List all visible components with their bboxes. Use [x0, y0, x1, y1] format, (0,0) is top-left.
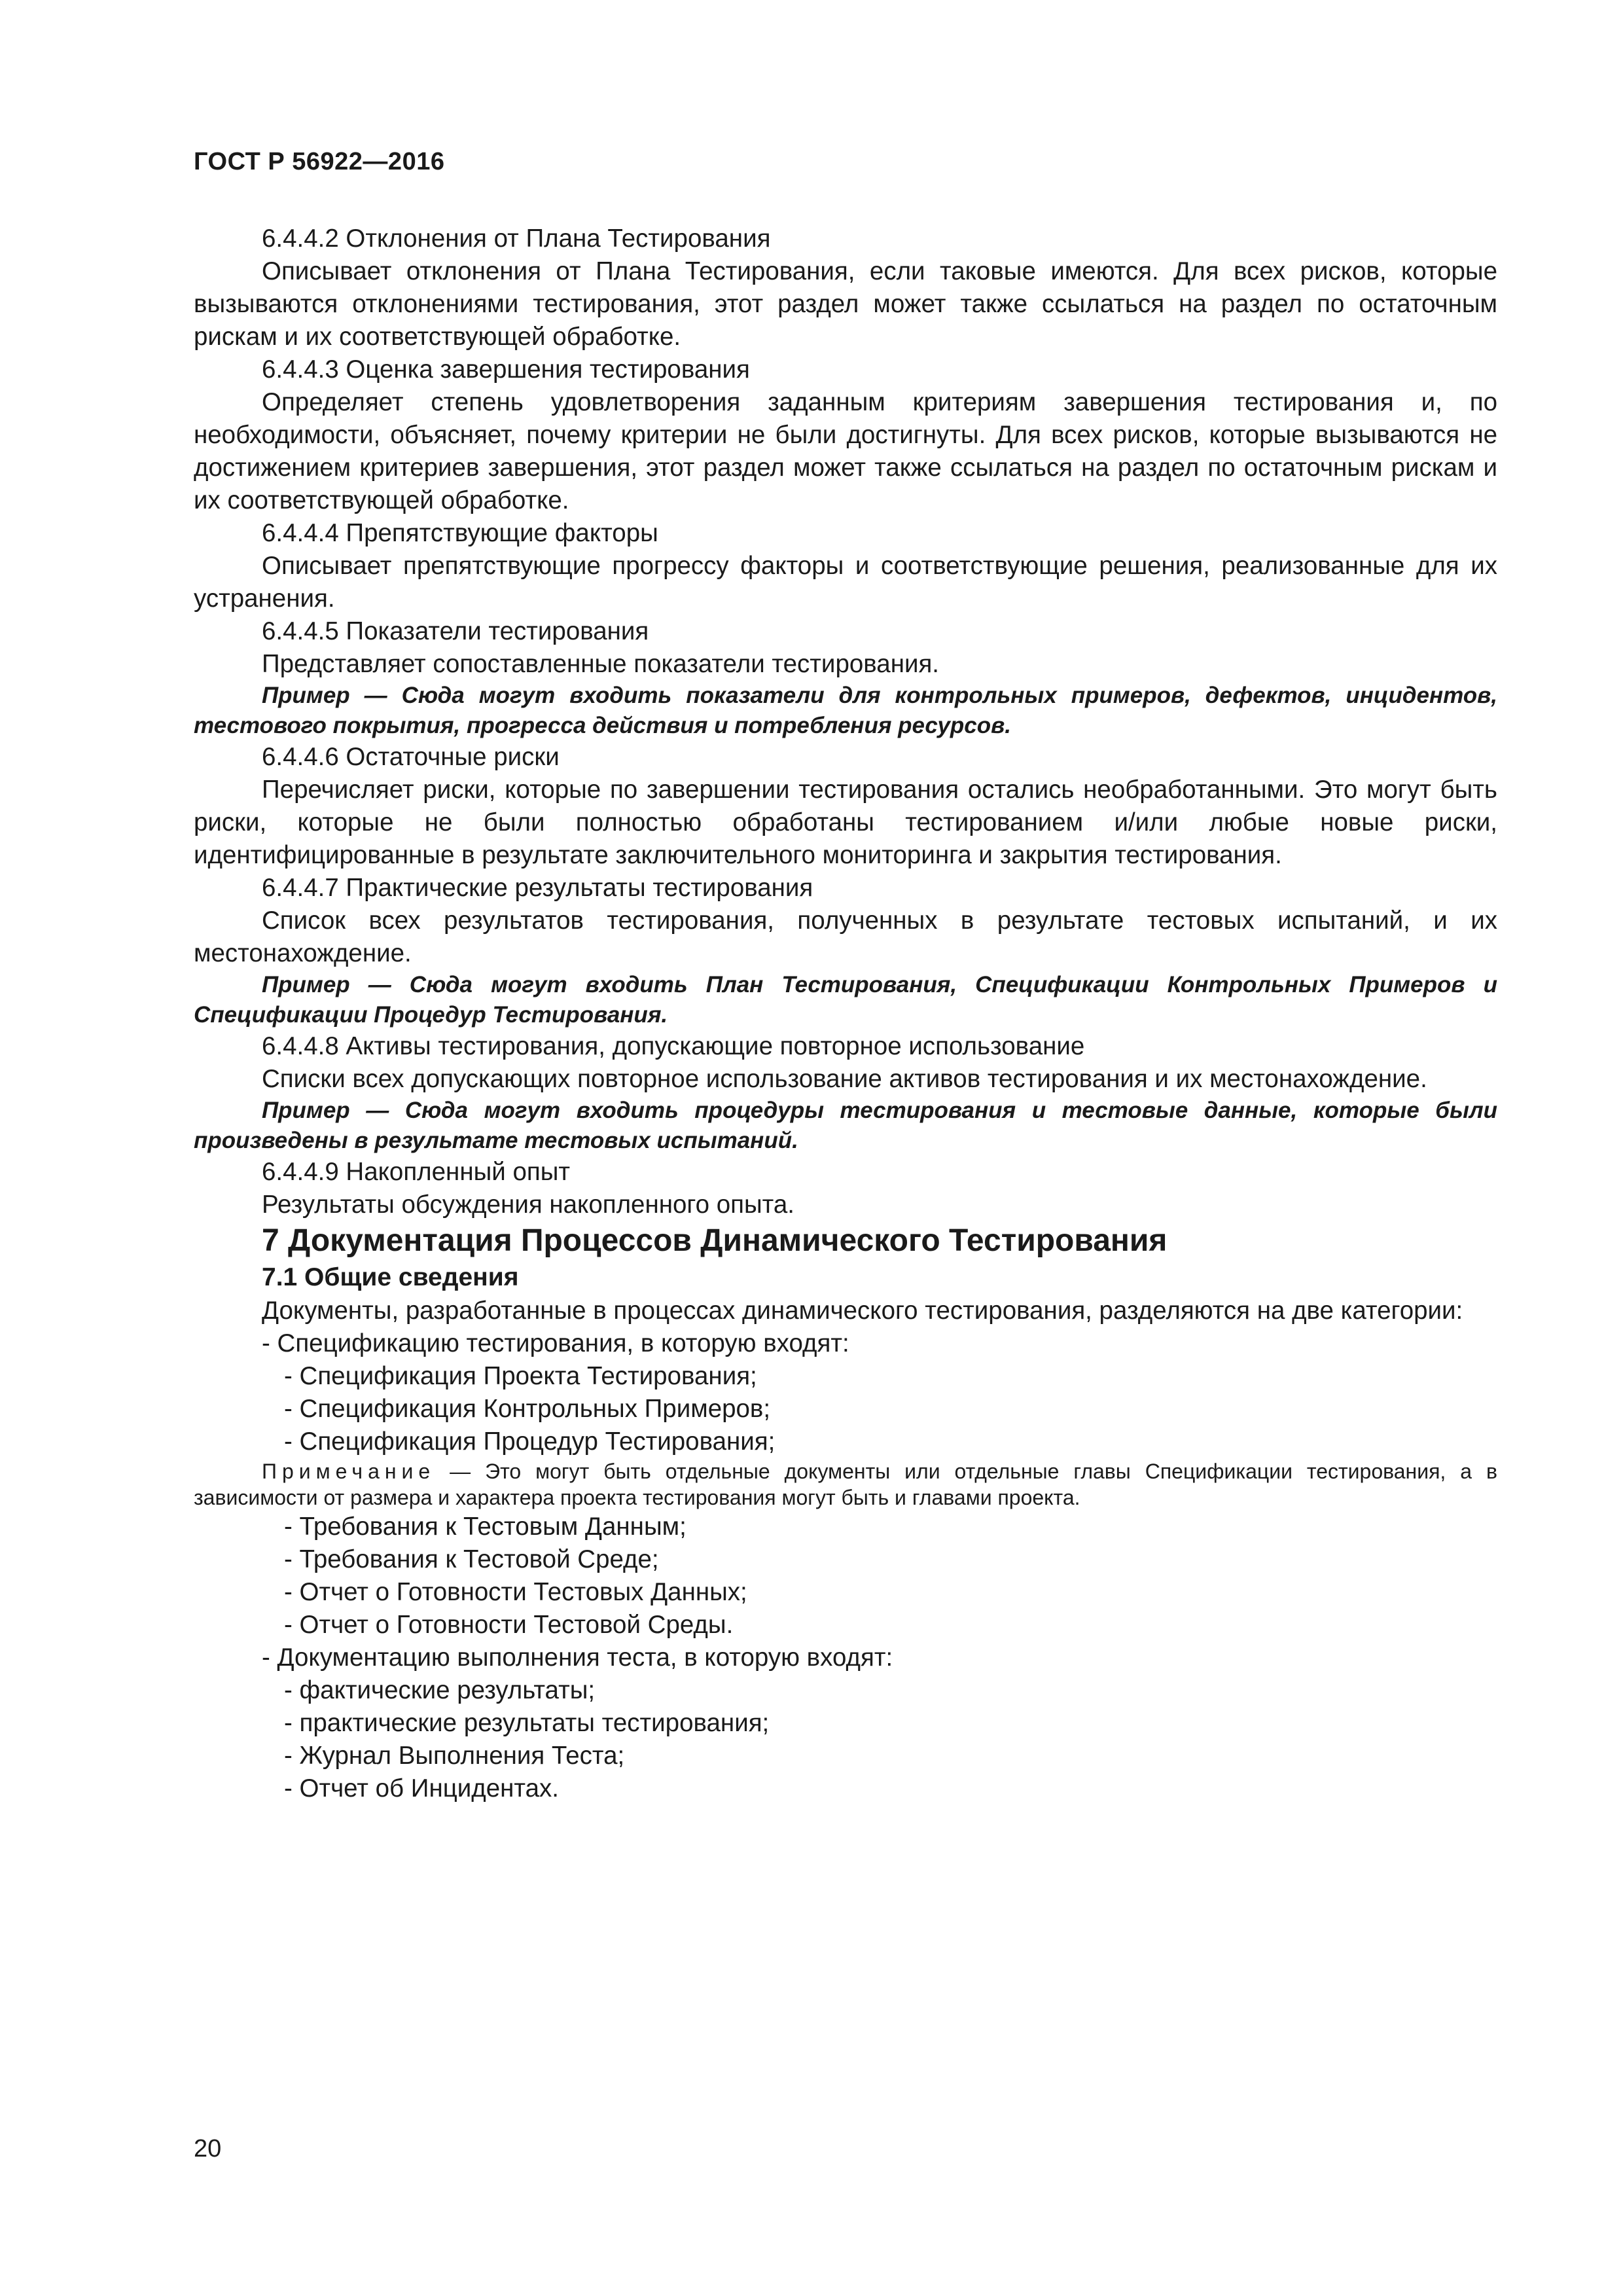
list-item: - Спецификация Контрольных Примеров; [284, 1395, 771, 1423]
page-number: 20 [194, 2135, 222, 2162]
list-exec-docs-head: - Документацию выполнения теста, в которую входят: [262, 1643, 893, 1672]
section-6448-example: Пример — Сюда могут входить процедуры тестирования и тестовые данные, которые были произведены в результате тестовых испытаний. [194, 1098, 1497, 1153]
list-item: - Отчет об Инцидентах. [284, 1774, 559, 1803]
list-item: - Требования к Тестовой Среде; [284, 1545, 659, 1573]
section-71-intro: Документы, разработанные в процессах динамического тестирования, разделяются на две категории: [262, 1297, 1463, 1325]
page-content [194, 223, 1497, 1805]
section-6447-title: 6.4.4.7 Практические результаты тестирования [262, 874, 813, 902]
section-6446-title: 6.4.4.6 Остаточные риски [262, 743, 560, 771]
section-6445-example: Пример — Сюда могут входить показатели для контрольных примеров, дефектов, инцидентов, тестового покрытия, прогресса действия и потребления ресурсов. [194, 683, 1497, 738]
note-paragraph [194, 1458, 1497, 1511]
list-item: - фактические результаты; [284, 1676, 596, 1704]
list-item: - Отчет о Готовности Тестовой Среды. [284, 1611, 734, 1639]
section-6446-text: Перечисляет риски, которые по завершении тестирования остались необработанными. Это могут быть риски, которые не были полностью обработаны тестированием и/или любые новые риски, идентифицированные в результате заключительного мониторинга и закрытия тестирования. [194, 776, 1497, 869]
section-6448-text: Списки всех допускающих повторное использование активов тестирования и их местонахождение. [262, 1065, 1427, 1093]
list-item: - практические результаты тестирования; [284, 1709, 770, 1737]
section-6444-title: 6.4.4.4 Препятствующие факторы [262, 519, 658, 547]
section-6445-text: Представляет сопоставленные показатели тестирования. [262, 650, 940, 678]
section-6443-text: Определяет степень удовлетворения заданным критериям завершения тестирования и, по необходимости, объясняет, почему критерии не были достигнуты. Для всех рисков, которые вызываются не достижением критериев завершения, этот раздел может также ссылаться на раздел по остаточным рискам и их соответствующей обработке. [194, 388, 1497, 514]
list-item: - Спецификация Процедур Тестирования; [284, 1427, 776, 1456]
section-6445-title: 6.4.4.5 Показатели тестирования [262, 617, 649, 645]
section-6447-text: Список всех результатов тестирования, полученных в результате тестовых испытаний, и их местонахождение. [194, 906, 1497, 967]
list-item: - Требования к Тестовым Данным; [284, 1513, 687, 1541]
list-item: - Спецификация Проекта Тестирования; [284, 1362, 757, 1390]
chapter-7-heading: 7 Документация Процессов Динамического Тестирования [262, 1223, 1168, 1258]
list-test-spec-head: - Спецификацию тестирования, в которую входят: [262, 1329, 849, 1357]
section-6443-title: 6.4.4.3 Оценка завершения тестирования [262, 355, 750, 384]
section-6444-text: Описывает препятствующие прогрессу факторы и соответствующие решения, реализованные для их устранения. [194, 552, 1497, 613]
standard-header: ГОСТ Р 56922—2016 [194, 148, 445, 175]
section-71-heading: 7.1 Общие сведения [262, 1263, 519, 1291]
section-6447-example: Пример — Сюда могут входить План Тестирования, Спецификации Контрольных Примеров и Спецификации Процедур Тестирования. [194, 972, 1497, 1028]
list-item: - Отчет о Готовности Тестовых Данных; [284, 1578, 747, 1606]
section-6442-text: Описывает отклонения от Плана Тестирования, если таковые имеются. Для всех рисков, которые вызываются отклонениями тестирования, этот раздел может также ссылаться на раздел по остаточным рискам и их соответствующей обработке. [194, 257, 1497, 351]
note-label: Примечание [262, 1460, 436, 1483]
section-6449-title: 6.4.4.9 Накопленный опыт [262, 1158, 571, 1186]
section-6449-text: Результаты обсуждения накопленного опыта. [262, 1191, 794, 1219]
list-item: - Журнал Выполнения Теста; [284, 1742, 625, 1770]
section-6448-title: 6.4.4.8 Активы тестирования, допускающие повторное использование [262, 1032, 1085, 1060]
section-6442-title: 6.4.4.2 Отклонения от Плана Тестирования [262, 224, 771, 253]
note-text: — Это могут быть отдельные документы или отдельные главы Спецификации тестирования, а в зависимости от размера и характера проекта тестирования могут быть и главами проекта. [194, 1460, 1497, 1509]
